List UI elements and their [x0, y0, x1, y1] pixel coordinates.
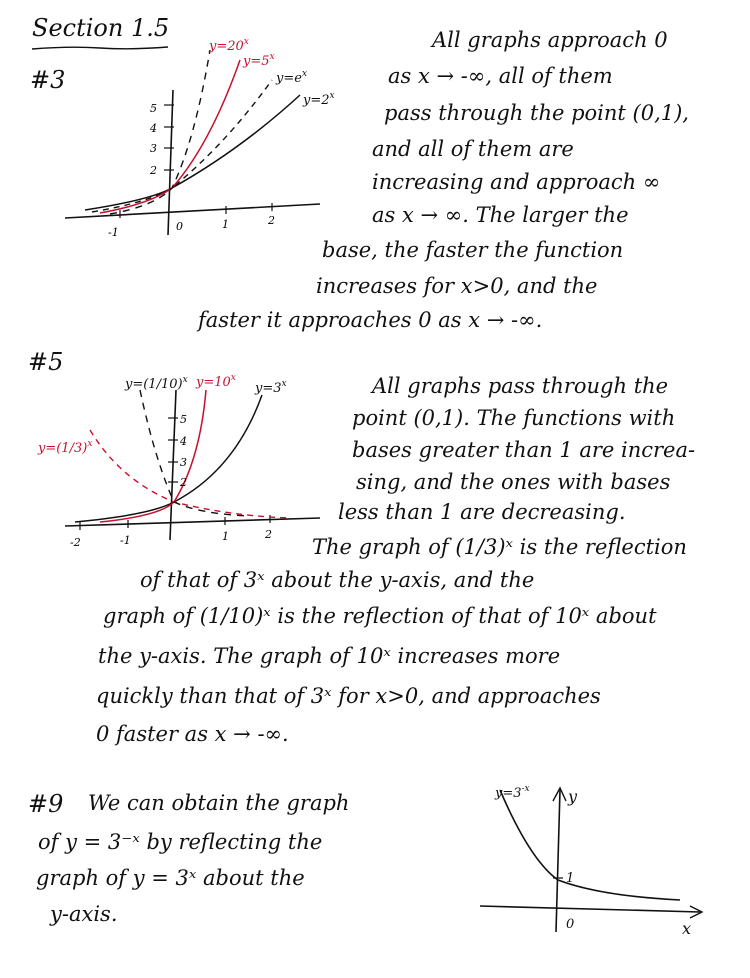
x-tick-0: 0 [176, 220, 183, 233]
x-tick-neg1: -1 [108, 226, 119, 239]
p3-line-8: increases for x>0, and the [316, 274, 598, 298]
y-tick-2: 2 [180, 476, 187, 489]
y-axis [168, 90, 173, 235]
x-axis [480, 906, 700, 912]
x-axis [65, 204, 320, 218]
p5-line-6: The graph of (1/3)ˣ is the reflection [312, 535, 687, 559]
label-y10: $y=10^x$ [196, 373, 236, 390]
label-ye: $y=e^x$ [276, 69, 308, 86]
x-axis-label: x [682, 919, 692, 938]
p9-line-1: We can obtain the graph [88, 791, 350, 815]
p9-line-2: of y = 3⁻ˣ by reflecting the [38, 830, 323, 854]
y-tick-3: 3 [150, 142, 157, 155]
curve-20x [110, 50, 210, 214]
p5-line-1: All graphs pass through the [372, 374, 669, 398]
intercept-label: 1 [566, 871, 575, 886]
curve-2x [85, 95, 300, 210]
curve-3-neg-x [500, 790, 680, 900]
x-tick-neg1: -1 [120, 534, 131, 547]
p5-line-10: quickly than that of 3ˣ for x>0, and approaches [96, 684, 601, 708]
problem-9-number: #9 [28, 790, 64, 818]
x-tick-2: 2 [268, 214, 275, 227]
p5-line-4: sing, and the ones with bases [356, 470, 671, 494]
problem-5-number: #5 [28, 348, 64, 376]
curve-10x [100, 390, 206, 522]
y-axis [170, 390, 176, 540]
y-tick-5: 5 [150, 102, 157, 115]
curve-ex [92, 80, 272, 212]
p5-line-8: graph of (1/10)ˣ is the reflection of that of 10ˣ about [103, 604, 657, 628]
x-tick-neg2: -2 [70, 536, 81, 549]
p3-line-3: pass through the point (0,1), [384, 101, 689, 125]
curve-one-third-x [90, 430, 290, 518]
y-tick-4: 4 [180, 435, 187, 448]
y-tick-4: 4 [150, 122, 157, 135]
p5-line-9: the y-axis. The graph of 10ˣ increases more [98, 644, 561, 668]
x-tick-1: 1 [222, 530, 229, 543]
x-tick-2: 2 [265, 528, 272, 541]
p3-line-2: as x → -∞, all of them [388, 64, 613, 88]
p3-line-9: faster it approaches 0 as x → -∞. [198, 308, 543, 332]
section-title: Section 1.5 [32, 14, 170, 42]
p5-line-5: less than 1 are decreasing. [338, 500, 626, 524]
label-one-third: $y=(1/3)^x$ [38, 439, 93, 456]
problem-5-graph [30, 355, 340, 555]
label-one-tenth: $y=(1/10)^x$ [125, 375, 188, 392]
p5-line-11: 0 faster as x → -∞. [96, 722, 289, 746]
label-y2: $y=2^x$ [303, 91, 335, 108]
label-y3: $y=3^x$ [255, 379, 287, 396]
p5-line-3: bases greater than 1 are increa- [352, 438, 696, 462]
p9-line-3: graph of y = 3ˣ about the [36, 866, 305, 890]
origin-label: 0 [566, 917, 575, 932]
problem-3-number: #3 [30, 66, 66, 94]
x-tick-1: 1 [222, 218, 229, 231]
y-tick-3: 3 [180, 456, 187, 469]
label-y20: $y=20^x$ [209, 37, 249, 54]
curve-3x [75, 395, 262, 522]
p3-line-7: base, the faster the function [322, 238, 624, 262]
problem-9-graph [470, 770, 710, 950]
p3-line-5: increasing and approach ∞ [372, 170, 661, 194]
y-axis-label: y [568, 787, 578, 806]
p3-line-6: as x → ∞. The larger the [372, 203, 629, 227]
label-y5: $y=5^x$ [243, 52, 275, 69]
problem-3-graph [55, 30, 360, 245]
y-tick-2: 2 [150, 164, 157, 177]
y-tick-5: 5 [180, 413, 187, 426]
p3-line-1: All graphs approach 0 [432, 28, 668, 52]
p5-line-2: point (0,1). The functions with [352, 406, 676, 430]
p5-line-7: of that of 3ˣ about the y-axis, and the [140, 568, 535, 592]
label-y3negx: $y=3^{-x}$ [495, 784, 530, 801]
p3-line-4: and all of them are [372, 137, 574, 161]
p9-line-4: y-axis. [50, 902, 118, 926]
y-axis [556, 790, 560, 932]
